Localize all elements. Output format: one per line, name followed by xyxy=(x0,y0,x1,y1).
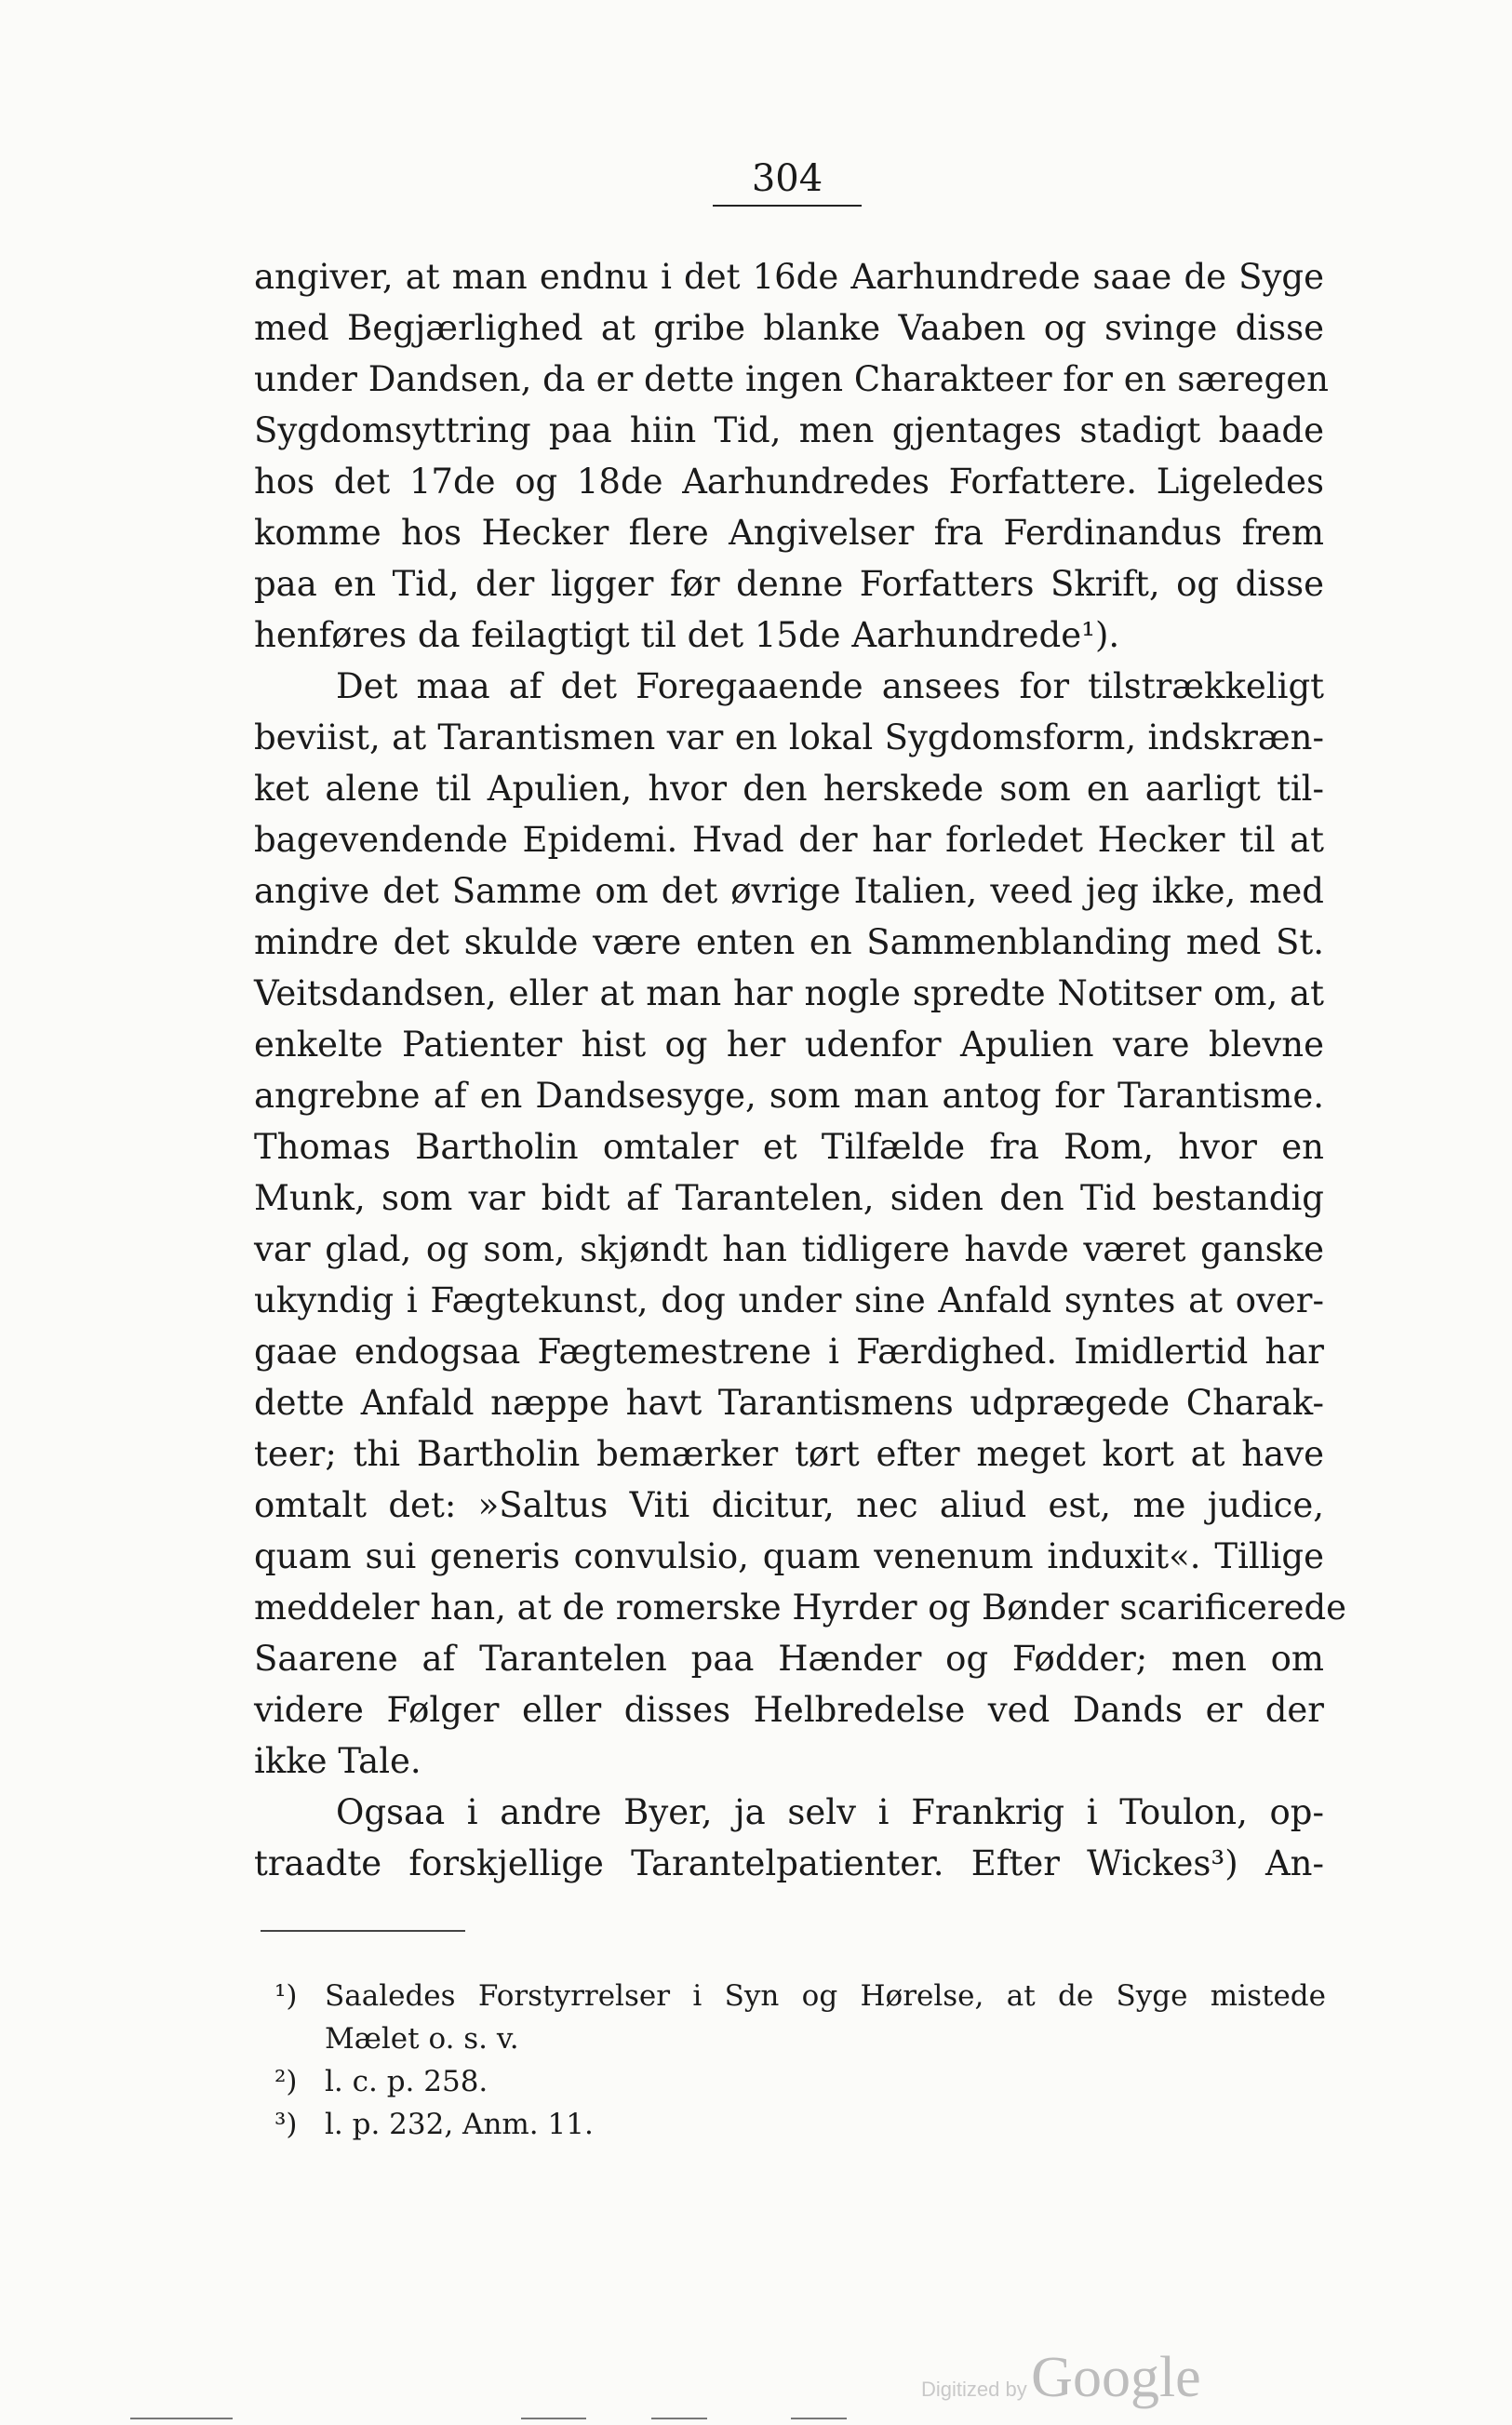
text-line: angrebne af en Dandsesyge, som man antog for Tarantisme. xyxy=(254,1076,1324,1116)
text-line: Sygdomsyttring paa hiin Tid, men gjentages stadigt baade xyxy=(254,410,1324,450)
text-line: traadte forskjellige Tarantelpatienter. Efter Wickes³) An- xyxy=(254,1843,1324,1883)
text-line: Munk, som var bidt af Tarantelen, siden den Tid bestandig xyxy=(254,1178,1324,1218)
footnotes xyxy=(274,1975,1326,2146)
scan-mark xyxy=(791,2418,847,2419)
footnote-text: Saaledes Forstyrrelser i Syn og Hørelse, at de Syge mistede xyxy=(325,1979,1326,2013)
page-number: 304 xyxy=(713,156,862,207)
footnote-mark: ¹) xyxy=(274,1979,298,2013)
footnote-text: l. p. 232, Anm. 11. xyxy=(325,2108,594,2141)
text-line: meddeler han, at de romerske Hyrder og Bønder scarificerede xyxy=(254,1588,1347,1628)
footnote-text: Mælet o. s. v. xyxy=(325,2022,519,2056)
watermark-prefix: Digitized by xyxy=(921,2378,1027,2401)
footnote-1-continued xyxy=(274,2017,1326,2060)
text-line: mindre det skulde være enten en Sammenblanding med St. xyxy=(254,922,1324,962)
scan-mark xyxy=(651,2418,707,2419)
footnote-1 xyxy=(274,1975,1326,2017)
text-line: teer; thi Bartholin bemærker tørt efter meget kort at have xyxy=(254,1434,1324,1474)
text-line: Saarene af Tarantelen paa Hænder og Fødder; men om xyxy=(254,1639,1324,1679)
text-line: bagevendende Epidemi. Hvad der har forledet Hecker til at xyxy=(254,820,1324,860)
watermark-brand: Google xyxy=(1031,2346,1201,2409)
text-line: komme hos Hecker flere Angivelser fra Ferdinandus frem xyxy=(254,513,1324,553)
text-line: ikke Tale. xyxy=(254,1741,421,1781)
footnote-3 xyxy=(274,2103,1326,2146)
footnote-rule xyxy=(261,1930,465,1932)
text-line: Veitsdandsen, eller at man har nogle spredte Notitser om, at xyxy=(254,973,1324,1013)
footnote-mark: ²) xyxy=(274,2065,298,2098)
text-line: henføres da feilagtigt til det 15de Aarhundrede¹). xyxy=(254,615,1120,655)
text-line: videre Følger eller disses Helbredelse ved Dands er der xyxy=(254,1690,1324,1730)
text-line: ukyndig i Fægtekunst, dog under sine Anfald syntes at over- xyxy=(254,1280,1324,1320)
text-line: angive det Samme om det øvrige Italien, veed jeg ikke, med xyxy=(254,871,1324,911)
text-line: angiver, at man endnu i det 16de Aarhundrede saae de Syge xyxy=(254,257,1324,297)
text-line: omtalt det: »Saltus Viti dicitur, nec aliud est, me judice, xyxy=(254,1485,1324,1525)
text-line: dette Anfald næppe havt Tarantismens udprægede Charak- xyxy=(254,1383,1324,1423)
text-line: ket alene til Apulien, hvor den herskede som en aarligt til- xyxy=(254,769,1324,809)
text-line: Thomas Bartholin omtaler et Tilfælde fra Rom, hvor en xyxy=(254,1127,1324,1167)
text-line: var glad, og som, skjøndt han tidligere havde været ganske xyxy=(254,1229,1324,1269)
text-line: gaae endogsaa Fægtemestrene i Færdighed. Imidlertid har xyxy=(254,1332,1324,1372)
footnote-text: l. c. p. 258. xyxy=(325,2065,488,2098)
text-line: under Dandsen, da er dette ingen Charakteer for en særegen xyxy=(254,359,1329,399)
text-line: Det maa af det Foregaaende ansees for tilstrækkeligt xyxy=(336,666,1324,706)
text-line: beviist, at Tarantismen var en lokal Sygdomsform, indskræn- xyxy=(254,717,1324,757)
digitized-watermark xyxy=(921,2345,1201,2411)
text-line: paa en Tid, der ligger før denne Forfatters Skrift, og disse xyxy=(254,564,1324,604)
scan-mark xyxy=(130,2418,233,2419)
text-line: hos det 17de og 18de Aarhundredes Forfattere. Ligeledes xyxy=(254,462,1324,502)
text-line: med Begjærlighed at gribe blanke Vaaben og svinge disse xyxy=(254,308,1324,348)
text-line: Ogsaa i andre Byer, ja selv i Frankrig i Toulon, op- xyxy=(336,1792,1324,1832)
footnote-2 xyxy=(274,2060,1326,2103)
scan-mark xyxy=(521,2418,586,2419)
text-line: quam sui generis convulsio, quam venenum induxit«. Tillige xyxy=(254,1536,1324,1576)
footnote-mark: ³) xyxy=(274,2108,298,2141)
text-line: enkelte Patienter hist og her udenfor Apulien vare blevne xyxy=(254,1025,1324,1065)
body-text xyxy=(254,251,1347,1889)
